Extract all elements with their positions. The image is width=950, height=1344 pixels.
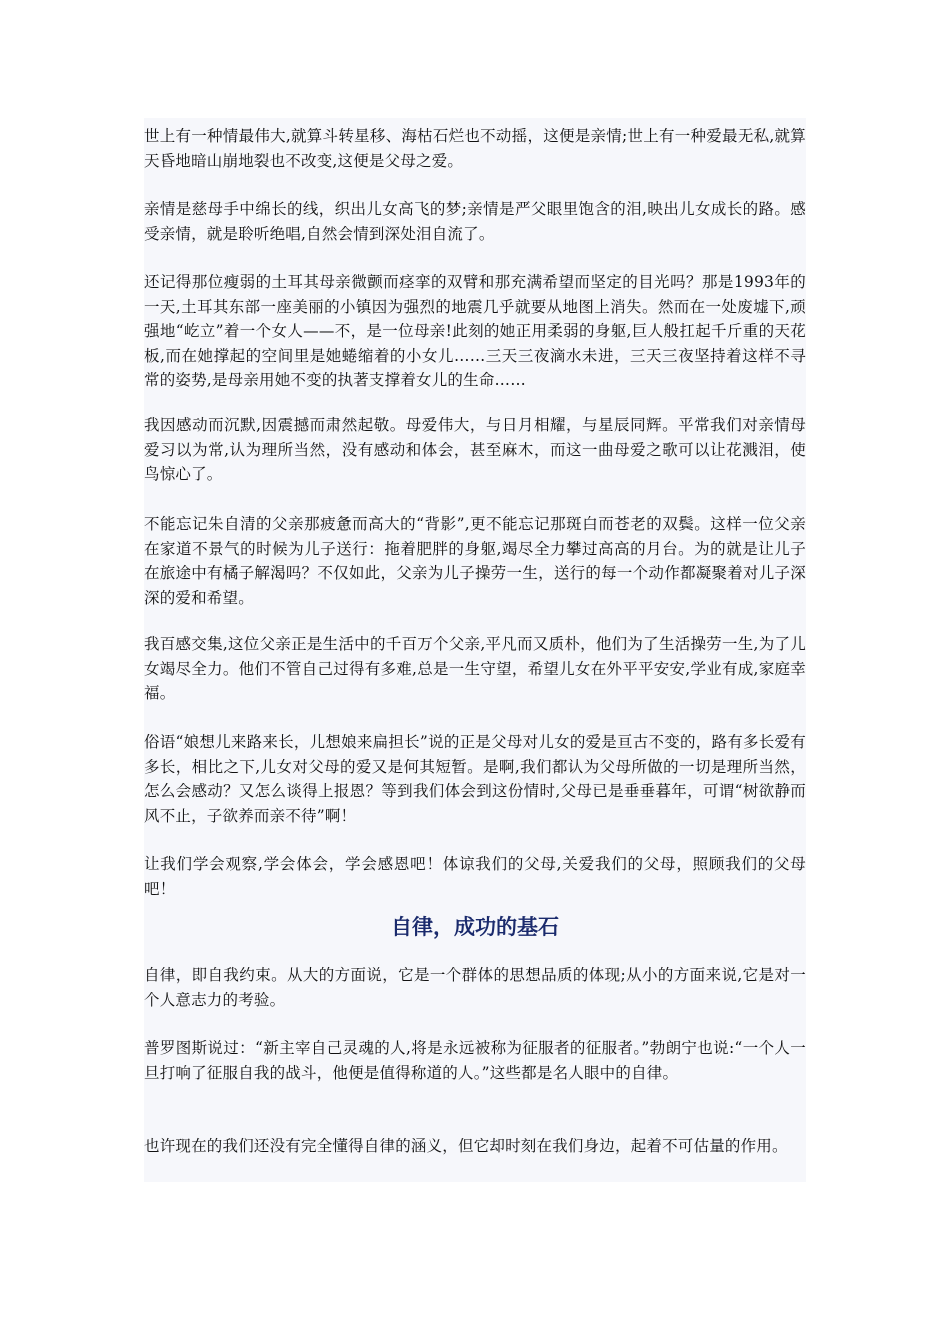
paragraph-self-discipline-definition: 自律，即自我约束。从大的方面说，它是一个群体的思想品质的体现;从小的方面来说,它是对一个人意志力的考验。	[144, 966, 806, 1009]
paragraph-family-love-intro: 世上有一种情最伟大,就算斗转星移、海枯石烂也不动摇，这便是亲情;世上有一种爱最无私,就算天昏地暗山崩地裂也不改变,这便是父母之爱。	[144, 127, 806, 170]
paragraph-family-definition: 亲情是慈母手中绵长的线，织出儿女高飞的梦;亲情是严父眼里饱含的泪,映出儿女成长的路。感受亲情，就是聆听绝唱,自然会情到深处泪自流了。	[144, 200, 806, 243]
paragraph-famous-quotes: 普罗图斯说过：“新主宰自己灵魂的人,将是永远被称为征服者的征服者。”勃朗宁也说:“一个人一旦打响了征服自我的战斗，他便是值得称道的人。”这些都是名人眼中的自律。	[144, 1039, 806, 1082]
paragraph-turkish-mother: 还记得那位瘦弱的土耳其母亲微颤而痉挛的双臂和那充满希望而坚定的目光吗？那是1993年的一天,土耳其东部一座美丽的小镇因为强烈的地震几乎就要从地图上消失。然而在一处废墟下,顽强地“屹立”着一个女人——不，是一位母亲!此刻的她正用柔弱的身躯,巨人般扛起千斤重的天花板,而在她撑起的空间里是她蜷缩着的小女儿……三天三夜滴水未进，三天三夜坚持着这样不寻常的姿势,是母亲用她不变的执著支撑着女儿的生命……	[144, 273, 806, 389]
article-body	[144, 118, 806, 1182]
paragraph-ordinary-fathers: 我百感交集,这位父亲正是生活中的千百万个父亲,平凡而又质朴，他们为了生活操劳一生,为了儿女竭尽全力。他们不管自己过得有多难,总是一生守望，希望儿女在外平平安安,学业有成,家庭幸福。	[144, 635, 806, 702]
paragraph-zhu-ziqing-father: 不能忘记朱自清的父亲那疲惫而高大的“背影”,更不能忘记那斑白而苍老的双鬓。这样一位父亲在家道不景气的时候为儿子送行：拖着肥胖的身躯,竭尽全力攀过高高的月台。为的就是让儿子在旅途中有橘子解渴吗？不仅如此，父亲为儿子操劳一生，送行的每一个动作都凝聚着对儿子深深的爱和希望。	[144, 515, 806, 607]
paragraph-proverb: 俗语“娘想儿来路来长，儿想娘来扁担长”说的正是父母对儿女的爱是亘古不变的，路有多长爱有多长，相比之下,儿女对父母的爱又是何其短暂。是啊,我们都认为父母所做的一切是理所当然，怎么会感动？又怎么谈得上报恩？等到我们体会到这份情时,父母已是垂垂暮年，可谓“树欲静而风不止，子欲养而亲不待”啊！	[144, 733, 806, 825]
paragraph-discipline-role: 也许现在的我们还没有完全懂得自律的涵义，但它却时刻在我们身边，起着不可估量的作用。	[144, 1137, 788, 1155]
paragraph-learn-gratitude: 让我们学会观察,学会体会，学会感恩吧！体谅我们的父母,关爱我们的父母，照顾我们的父母吧！	[144, 855, 806, 898]
paragraph-moved-silence: 我因感动而沉默,因震撼而肃然起敬。母爱伟大，与日月相耀，与星辰同辉。平常我们对亲情母爱习以为常,认为理所当然，没有感动和体会，甚至麻木，而这一曲母爱之歌可以让花溅泪，使鸟惊心了。	[144, 416, 806, 483]
section-title-self-discipline: 自律，成功的基石	[391, 915, 559, 939]
